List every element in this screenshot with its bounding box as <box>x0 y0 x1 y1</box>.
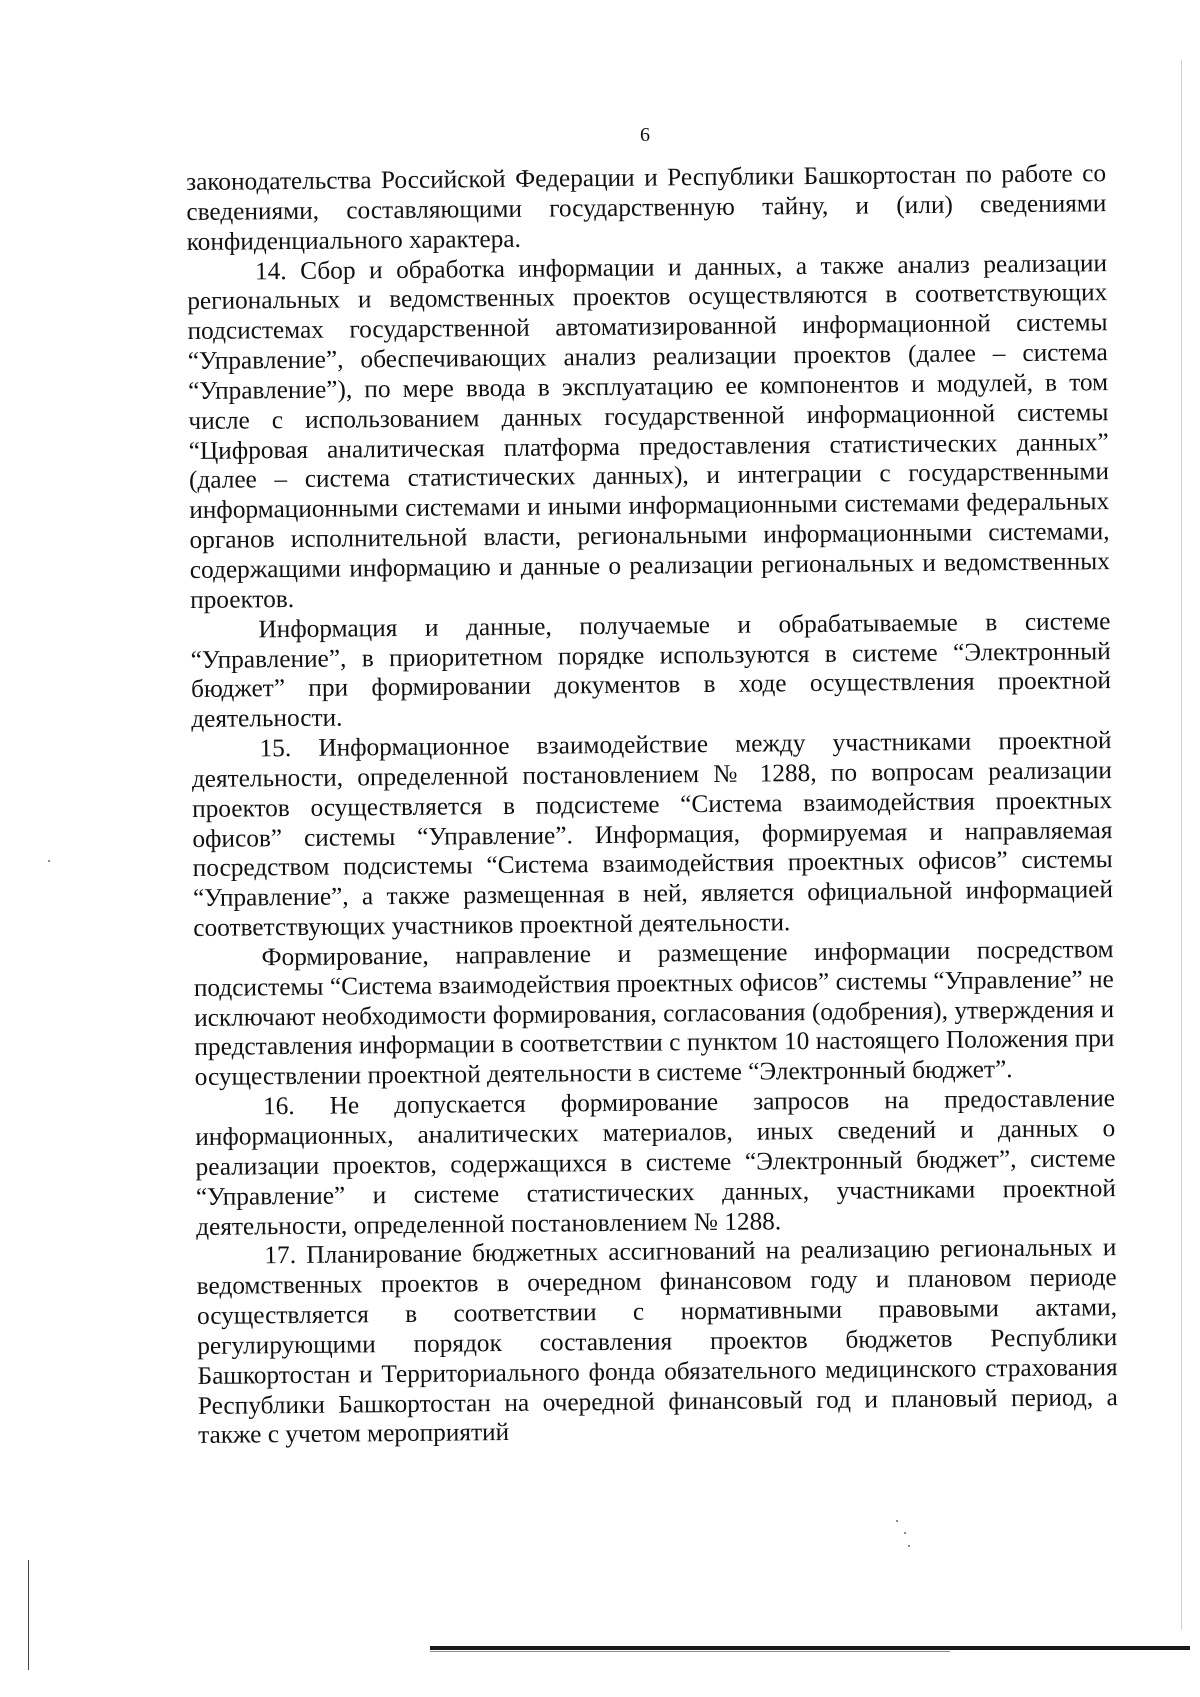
page-number: 6 <box>640 124 650 146</box>
scan-speck <box>48 860 50 862</box>
paragraph-continuation: законодательства Российской Федерации и Республики Башкортостан по работе со сведениями, составляющими государственную тайну, и (или) сведениями конфиденциального характера. <box>186 159 1107 256</box>
paragraph-clause-14: 14. Сбор и обработка информации и данных, а также анализ реализации региональных и ведомственных проектов осуществляются в соответствующих подсистемах государственной автоматизированной информационной системы “Управление”, обеспечивающих анализ реализации проектов (далее – система “Управление”), по мере ввода в эксплуатацию ее компонентов и модулей, в том числе с использованием данных государственной информационной системы “Цифровая аналитическая платформа предоставления статистических данных” (далее – система статистических данных), и интеграции с государственными информационными системами и иными информационными системами федеральных органов исполнительной власти, региональными информационными системами, содержащими информацию и данные о реализации региональных и ведомственных проектов. <box>187 248 1110 614</box>
scan-edge-left <box>28 1560 29 1670</box>
paragraph-clause-15: 15. Информационное взаимодействие между участниками проектной деятельности, определенной постановлением № 1288, по вопросам реализации проектов осуществляется в подсистеме “Система взаимодействия проектных офисов” системы “Управление”. Информация, формируемая и направляемая посредством подсистемы “Система взаимодействия проектных офисов” системы “Управление”, а также размещенная в ней, является официальной информацией соответствующих участников проектной деятельности. <box>191 726 1114 943</box>
bottom-rule <box>430 1646 1190 1650</box>
scan-edge-right <box>1181 60 1182 1630</box>
scan-speck <box>896 1520 898 1522</box>
scan-speck <box>908 1545 910 1547</box>
paragraph-clause-16: 16. Не допускается формирование запросов на предоставление информационных, аналитических материалов, иных сведений и данных о реализации проектов, содержащихся в системе “Электронный бюджет”, системе “Управление” и системе статистических данных, участниками проектной деятельности, определенной постановлением № 1288. <box>195 1084 1116 1241</box>
paragraph-clause-14-info: Информация и данные, получаемые и обрабатываемые в системе “Управление”, в приоритетном порядке используются в системе “Электронный бюджет” при формировании документов в ходе осуществления проектной деятельности. <box>190 606 1112 734</box>
paragraph-clause-17: 17. Планирование бюджетных ассигнований на реализацию региональных и ведомственных проектов в очередном финансовом году и плановом периоде осуществляется в соответствии с нормативными правовыми актами, регулирующими порядок составления проектов бюджетов Республики Башкортостан и Территориального фонда обязательного медицинского страхования Республики Башкортостан на очередной финансовый год и плановый период, а также с учетом мероприятий <box>196 1233 1118 1450</box>
bottom-rule-shadow <box>430 1651 950 1652</box>
document-body <box>186 159 1118 1451</box>
scan-speck <box>904 1532 906 1534</box>
paragraph-clause-15-formation: Формирование, направление и размещение информации посредством подсистемы “Система взаимодействия проектных офисов” системы “Управление” не исключают необходимости формирования, согласования (одобрения), утверждения и представления информации в соответствии с пунктом 10 настоящего Положения при осуществлении проектной деятельности в системе “Электронный бюджет”. <box>193 935 1115 1092</box>
